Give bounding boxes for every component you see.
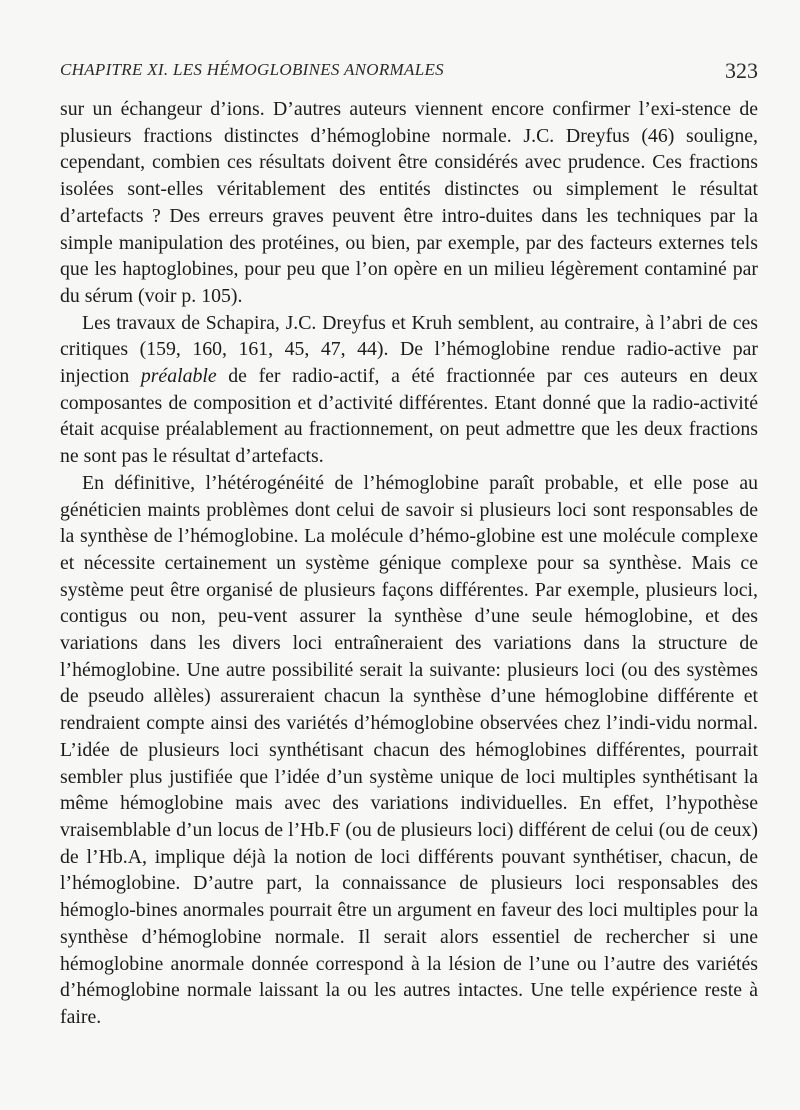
chapter-title: CHAPITRE XI. LES HÉMOGLOBINES ANORMALES: [60, 60, 444, 79]
paragraph-2: [60, 310, 758, 470]
body-text: [60, 96, 758, 1031]
running-header: [60, 48, 758, 88]
paragraph-1: [60, 96, 758, 310]
page-number: 323: [725, 58, 758, 83]
emphasized-word: préalable: [140, 365, 217, 388]
paragraph-2-text-end: de fer radio-actif, a été fractionnée par ces auteurs en deux composantes de composition et d’activité différentes. Etant donné que la radio-activité était acquise préalablement au fractionnement, on peut admettre que les deux fractions ne sont pas le résultat d’artefacts.: [60, 365, 758, 468]
paragraph-1-text: sur un échangeur d’ions. D’autres auteurs viennent encore confirmer l’exi-stence de plusieurs fractions distinctes d’hémoglobine normale. J.C. Dreyfus (46) souligne, cependant, combien ces résultats doivent être considérés avec prudence. Ces fractions isolées sont-elles véritablement des entités distinctes ou simplement le résultat d’artefacts ? Des erreurs graves peuvent être intro-duites dans les techniques par la simple manipulation des protéines, ou bien, par exemple, par des facteurs externes tels que les haptoglobines, pour peu que l’on opère en un milieu légèrement contaminé par du sérum (voir p. 105).: [60, 98, 758, 307]
paragraph-3: [60, 470, 758, 1031]
paragraph-3-text: En définitive, l’hétérogénéité de l’hémoglobine paraît probable, et elle pose au généticien maints problèmes dont celui de savoir si plusieurs loci sont responsables de la synthèse de l’hémoglobine. La molécule d’hémo-globine est une molécule complexe et nécessite certainement un système génique complexe pour sa synthèse. Mais ce système peut être organisé de plusieurs façons différentes. Par exemple, plusieurs loci, contigus ou non, peu-vent assurer la synthèse d’une seule hémoglobine, et des variations dans les divers loci entraîneraient des variations dans la structure de l’hémoglobine. Une autre possibilité serait la suivante: plusieurs loci (ou des systèmes de pseudo allèles) assureraient chacun la synthèse d’une hémoglobine différente et rendraient compte ainsi des variétés d’hémoglobine observées chez l’indi-vidu normal. L’idée de plusieurs loci synthétisant chacun des hémoglobines différentes, pourrait sembler plus justifiée que l’idée d’un système unique de loci multiples synthétisant la même hémoglobine mais avec des variations individuelles. En effet, l’hypothèse vraisemblable d’un locus de l’Hb.F (ou de plusieurs loci) différent de celui (ou de ceux) de l’Hb.A, implique déjà la notion de loci différents pouvant synthétiser, chacun, de l’hémoglobine. D’autre part, la connaissance de plusieurs loci responsables des hémoglo-bines anormales pourrait être un argument en faveur des loci multiples pour la synthèse d’hémoglobine normale. Il serait alors essentiel de rechercher si une hémoglobine anormale donnée correspond à la lésion de l’une ou l’autre des variétés d’hémoglobine normale laissant la ou les autres intactes. Une telle expérience reste à faire.: [60, 471, 758, 1028]
paragraph-2-text-start: Les travaux de Schapira, J.C. Dreyfus et Kruh semblent, au contraire, à l’abri de ces critiques (159, 160, 161, 45, 47, 44). De l’hémoglobine rendue radio-active par injection: [60, 311, 758, 388]
